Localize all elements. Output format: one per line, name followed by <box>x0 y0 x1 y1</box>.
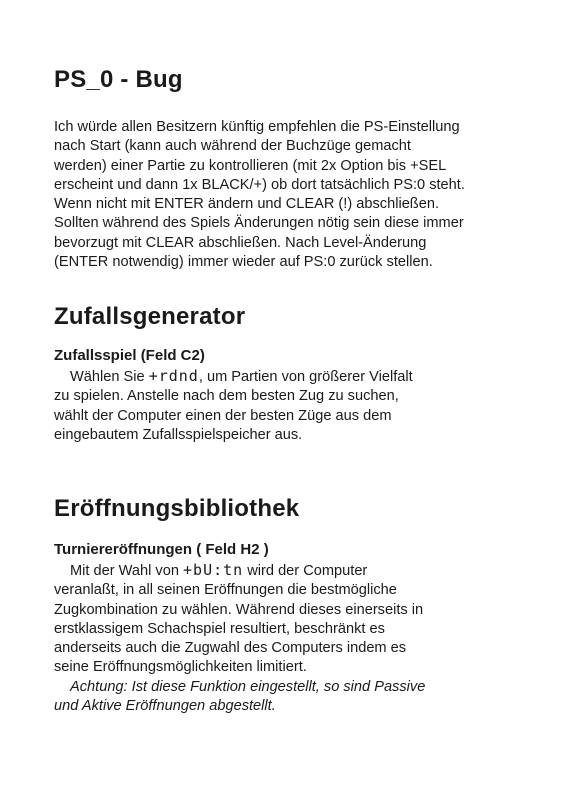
paragraph-line: bevorzugt mit CLEAR abschließen. Nach Level-Änderung <box>54 234 427 251</box>
paragraph-line <box>54 561 524 581</box>
paragraph-line: erscheint und dann 1x BLACK/+) ob dort tatsächlich PS:0 steht. <box>54 176 465 193</box>
paragraph-line: (ENTER notwendig) immer wieder auf PS:0 zurück stellen. <box>54 254 433 271</box>
paragraph-line: anderseits auch die Zugwahl des Computers indem es <box>54 640 407 657</box>
text-fragment: Wählen Sie <box>70 369 149 385</box>
zufallsspiel-paragraph <box>54 367 524 445</box>
ps-bug-paragraph <box>54 118 524 272</box>
section-title-zufallsgenerator: Zufallsgenerator <box>54 303 246 330</box>
display-code-rand: +rdnd <box>148 367 199 385</box>
text-fragment: , um Partien von größerer Vielfalt <box>198 369 413 385</box>
paragraph-line <box>54 367 524 387</box>
section-title-ps-bug: PS_0 - Bug <box>54 66 183 93</box>
note-line: Achtung: Ist diese Funktion eingestellt, so sind Passive <box>70 678 426 695</box>
paragraph-line: wählt der Computer einen der besten Züge aus dem <box>54 407 392 424</box>
paragraph-line: erstklassigem Schachspiel resultiert, beschränkt es <box>54 620 385 637</box>
subsection-title-turniereroeffnungen: Turniereröffnungen ( Feld H2 ) <box>54 541 269 558</box>
turniereroeffnungen-paragraph <box>54 561 524 716</box>
text-fragment: Mit der Wahl von <box>70 563 184 579</box>
paragraph-line: nach Start (kann auch während der Buchzüge gemacht <box>54 138 411 155</box>
paragraph-line: Ich würde allen Besitzern künftig empfehlen die PS-Einstellung <box>54 119 460 135</box>
paragraph-line: Zugkombination zu wählen. Während dieses einerseits in <box>54 601 424 618</box>
note-line: und Aktive Eröffnungen abgestellt. <box>54 698 276 715</box>
paragraph-line: zu spielen. Anstelle nach dem besten Zug zu suchen, <box>54 388 399 405</box>
text-fragment: wird der Computer <box>243 563 368 579</box>
section-title-eroeffnungsbibliothek: Eröffnungsbibliothek <box>54 495 300 522</box>
paragraph-line: werden) einer Partie zu kontrollieren (mit 2x Option bis +SEL <box>54 157 447 174</box>
paragraph-line: veranlaßt, in all seinen Eröffnungen die bestmögliche <box>54 582 397 599</box>
paragraph-line: eingebautem Zufallsspielspeicher aus. <box>54 426 303 443</box>
paragraph-line: seine Eröffnungsmöglichkeiten limitiert. <box>54 659 307 676</box>
subsection-title-zufallsspiel: Zufallsspiel (Feld C2) <box>54 347 205 364</box>
paragraph-line: Sollten während des Spiels Änderungen nötig sein diese immer <box>54 215 464 232</box>
paragraph-line: Wenn nicht mit ENTER ändern und CLEAR (!) abschließen. <box>54 196 440 213</box>
display-code-best: +bU:tn <box>183 561 244 579</box>
